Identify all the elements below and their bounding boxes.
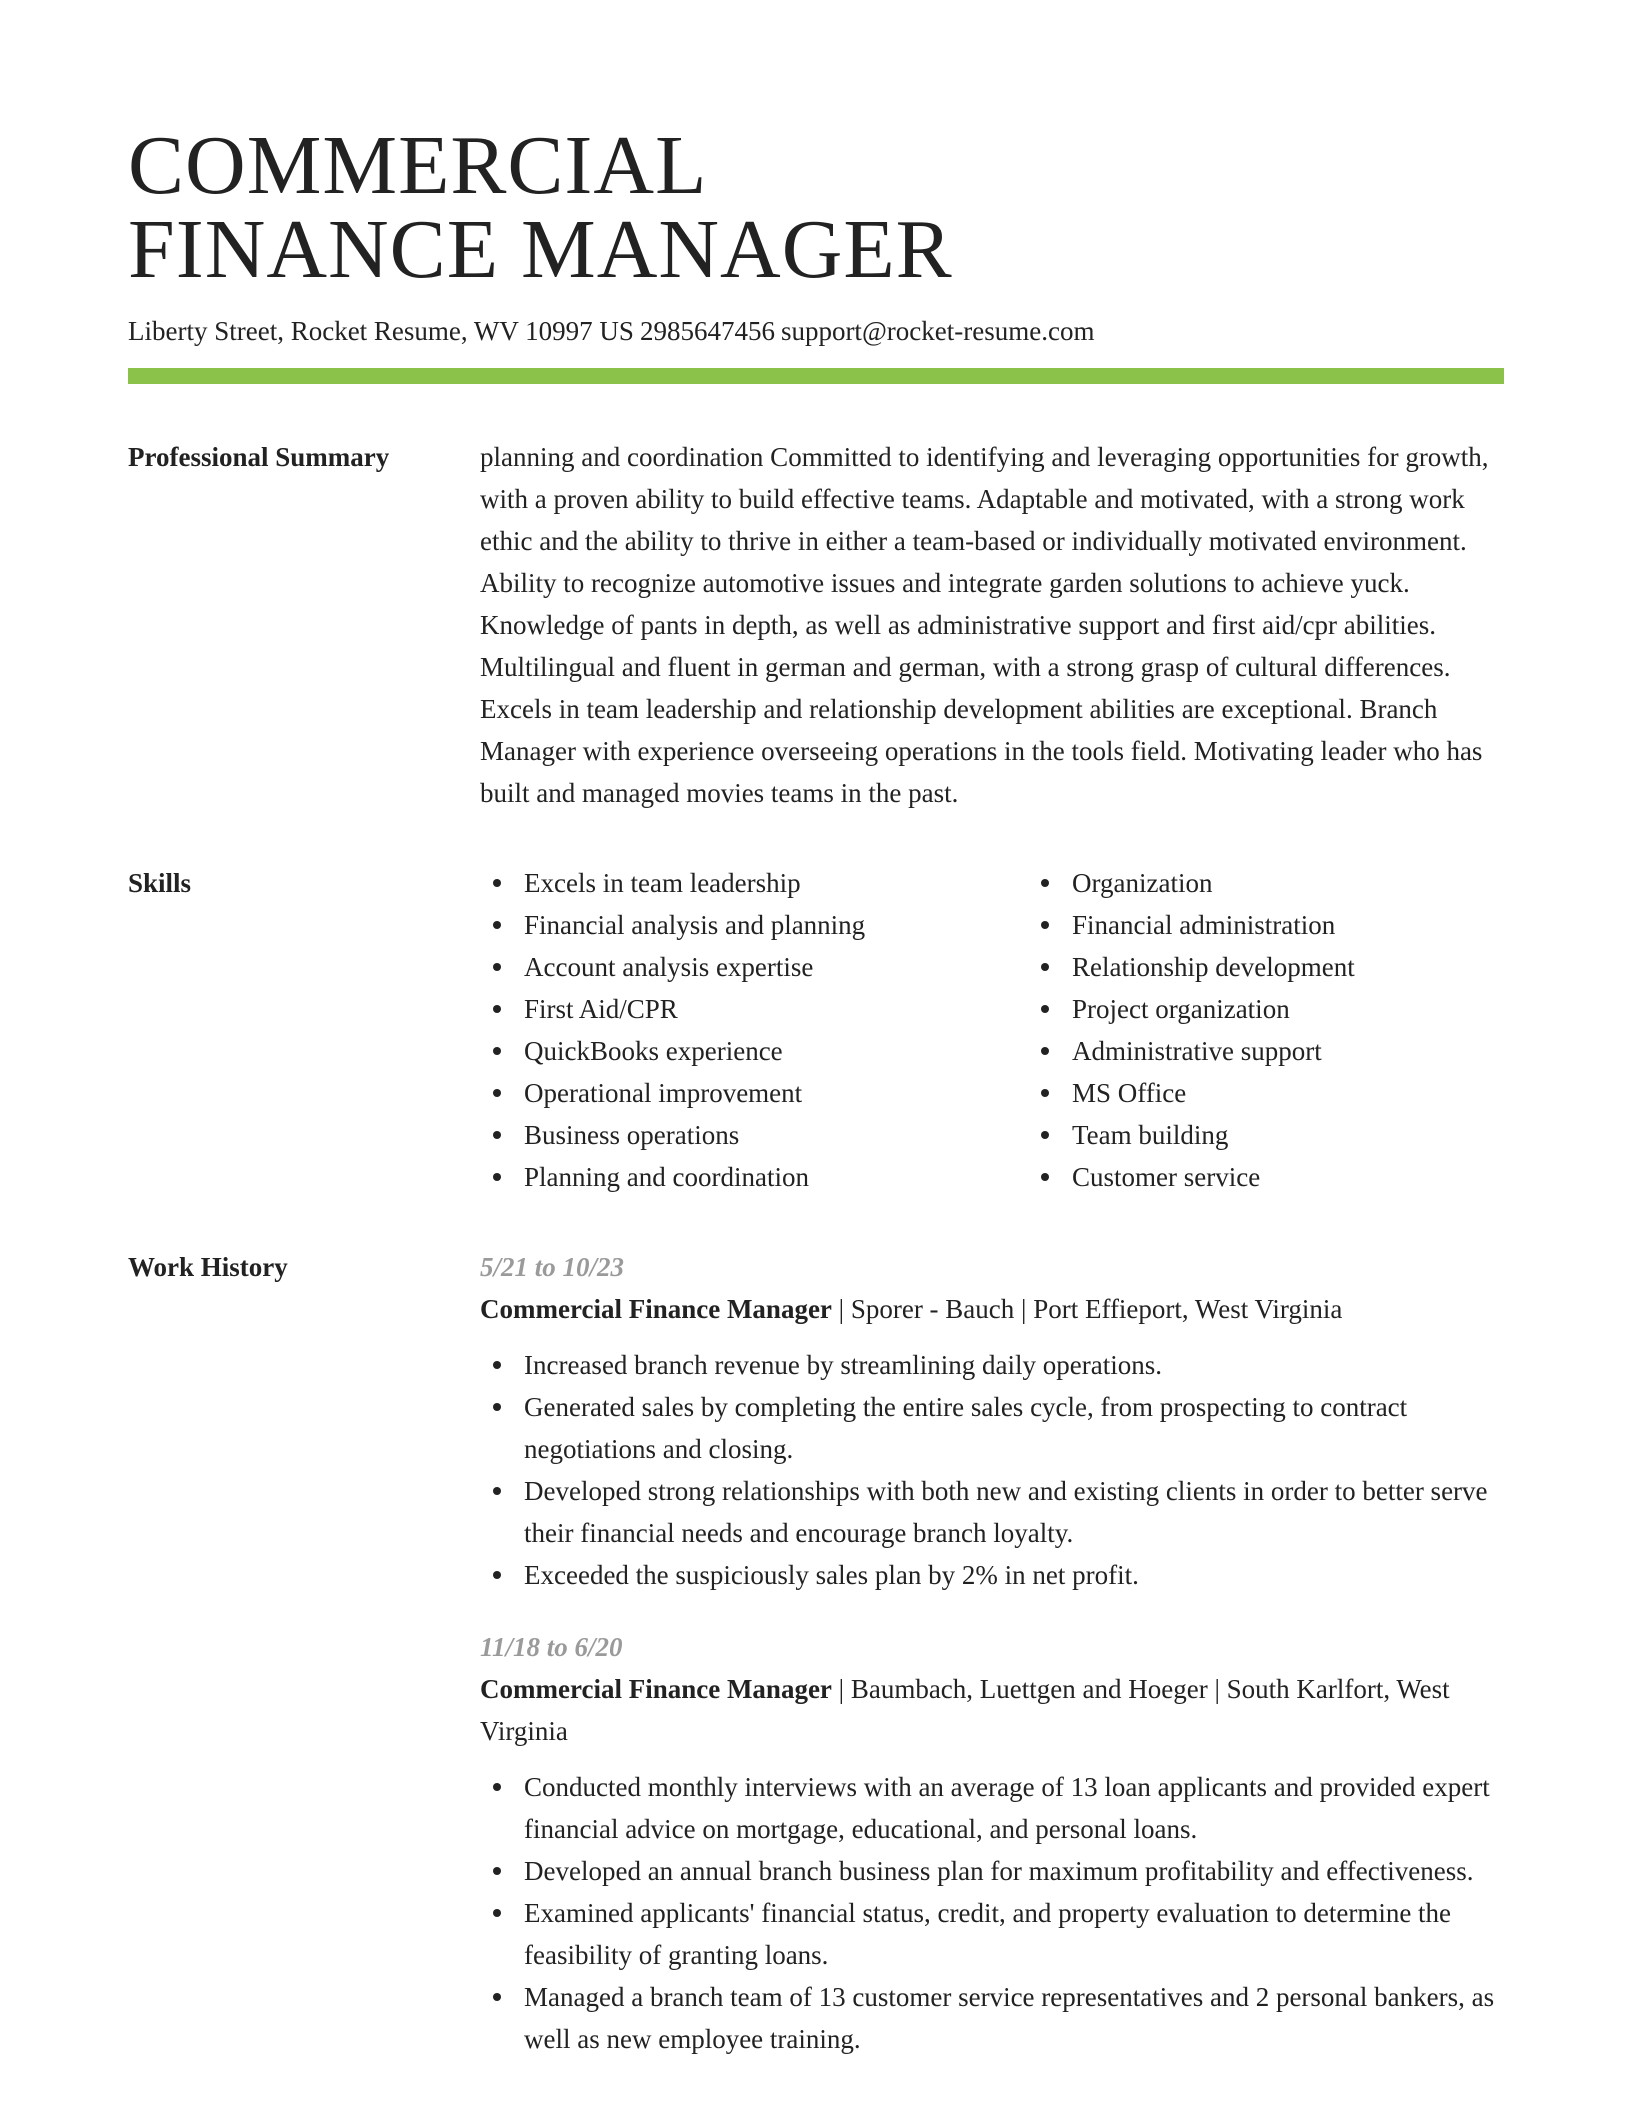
accent-divider <box>128 368 1504 384</box>
skill-item: Financial administration <box>1072 904 1576 946</box>
skill-item: Business operations <box>524 1114 1028 1156</box>
skill-item: First Aid/CPR <box>524 988 1028 1030</box>
job-company: Sporer - Bauch <box>850 1294 1015 1324</box>
job-bullet: Developed strong relationships with both new and existing clients in order to better serve their financial needs and encourage branch loyalty. <box>524 1470 1504 1554</box>
skill-item: Organization <box>1072 862 1576 904</box>
job-bullet: Examined applicants' financial status, credit, and property evaluation to determine the feasibility of granting loans. <box>524 1892 1504 1976</box>
job-entry <box>480 1246 1504 1596</box>
job-bullet: Increased branch revenue by streamlining daily operations. <box>524 1344 1504 1386</box>
summary-heading: Professional Summary <box>128 442 390 472</box>
skill-item: Excels in team leadership <box>524 862 1028 904</box>
job-dates: 11/18 to 6/20 <box>480 1632 623 1662</box>
skill-item: Operational improvement <box>524 1072 1028 1114</box>
job-bullets <box>480 1766 1504 2060</box>
summary-section <box>128 436 1504 814</box>
skill-item: Financial analysis and planning <box>524 904 1028 946</box>
skill-item: Administrative support <box>1072 1030 1576 1072</box>
skill-item: Project organization <box>1072 988 1576 1030</box>
job-header: Commercial Finance Manager | Baumbach, Luettgen and Hoeger | South Karlfort, West Virginia <box>480 1674 1450 1746</box>
skills-heading: Skills <box>128 868 192 898</box>
job-entry <box>480 1626 1504 2060</box>
candidate-name <box>128 0 1504 296</box>
job-bullets <box>480 1344 1504 1596</box>
skill-item: Relationship development <box>1072 946 1576 988</box>
name-line-2: FINANCE MANAGER <box>128 203 953 296</box>
job-bullet: Generated sales by completing the entire sales cycle, from prospecting to contract negotiations and closing. <box>524 1386 1504 1470</box>
name-line-1: COMMERCIAL <box>128 119 708 212</box>
skill-item: Planning and coordination <box>524 1156 1028 1198</box>
job-title: Commercial Finance Manager <box>480 1674 832 1704</box>
job-header: Commercial Finance Manager | Sporer - Bauch | Port Effieport, West Virginia <box>480 1294 1343 1324</box>
job-bullet: Exceeded the suspiciously sales plan by 2% in net profit. <box>524 1554 1504 1596</box>
work-history-heading: Work History <box>128 1252 288 1282</box>
skills-column-right <box>1028 862 1576 1198</box>
skills-section <box>128 862 1504 1198</box>
skills-grid <box>480 862 1576 1198</box>
skill-item: Account analysis expertise <box>524 946 1028 988</box>
skills-column-left <box>480 862 1028 1198</box>
job-bullet: Managed a branch team of 13 customer service representatives and 2 personal bankers, as well as new employee training. <box>524 1976 1504 2060</box>
contact-line <box>128 314 1504 348</box>
job-location: Port Effieport, West Virginia <box>1033 1294 1343 1324</box>
job-company: Baumbach, Luettgen and Hoeger <box>850 1674 1208 1704</box>
job-location: South Karlfort, West Virginia <box>480 1674 1450 1746</box>
contact-address: Liberty Street, Rocket Resume, WV 10997 US <box>128 316 634 346</box>
skill-item: QuickBooks experience <box>524 1030 1028 1072</box>
contact-phone: 2985647456 <box>639 316 775 346</box>
job-bullet: Conducted monthly interviews with an average of 13 loan applicants and provided expert financial advice on mortgage, educational, and personal loans. <box>524 1766 1504 1850</box>
skill-item: Team building <box>1072 1114 1576 1156</box>
contact-email: support@rocket-resume.com <box>780 316 1095 346</box>
skill-item: MS Office <box>1072 1072 1576 1114</box>
skill-item: Customer service <box>1072 1156 1576 1198</box>
job-dates: 5/21 to 10/23 <box>480 1252 625 1282</box>
summary-text: planning and coordination Committed to identifying and leveraging opportunities for growth, with a proven ability to build effective teams. Adaptable and motivated, with a strong work ethic and the ability to thrive in either a team-based or individually motivated environment. Ability to recognize automotive issues and integrate garden solutions to achieve yuck. Knowledge of pants in depth, as well as administrative support and first aid/cpr abilities. Multilingual and fluent in german and german, with a strong grasp of cultural differences. Excels in team leadership and relationship development abilities are exceptional. Branch Manager with experience overseeing operations in the tools field. Motivating leader who has built and managed movies teams in the past. <box>480 442 1489 808</box>
resume-page <box>128 0 1504 2090</box>
work-history-section <box>128 1246 1504 2090</box>
job-title: Commercial Finance Manager <box>480 1294 832 1324</box>
job-bullet: Developed an annual branch business plan for maximum profitability and effectiveness. <box>524 1850 1504 1892</box>
